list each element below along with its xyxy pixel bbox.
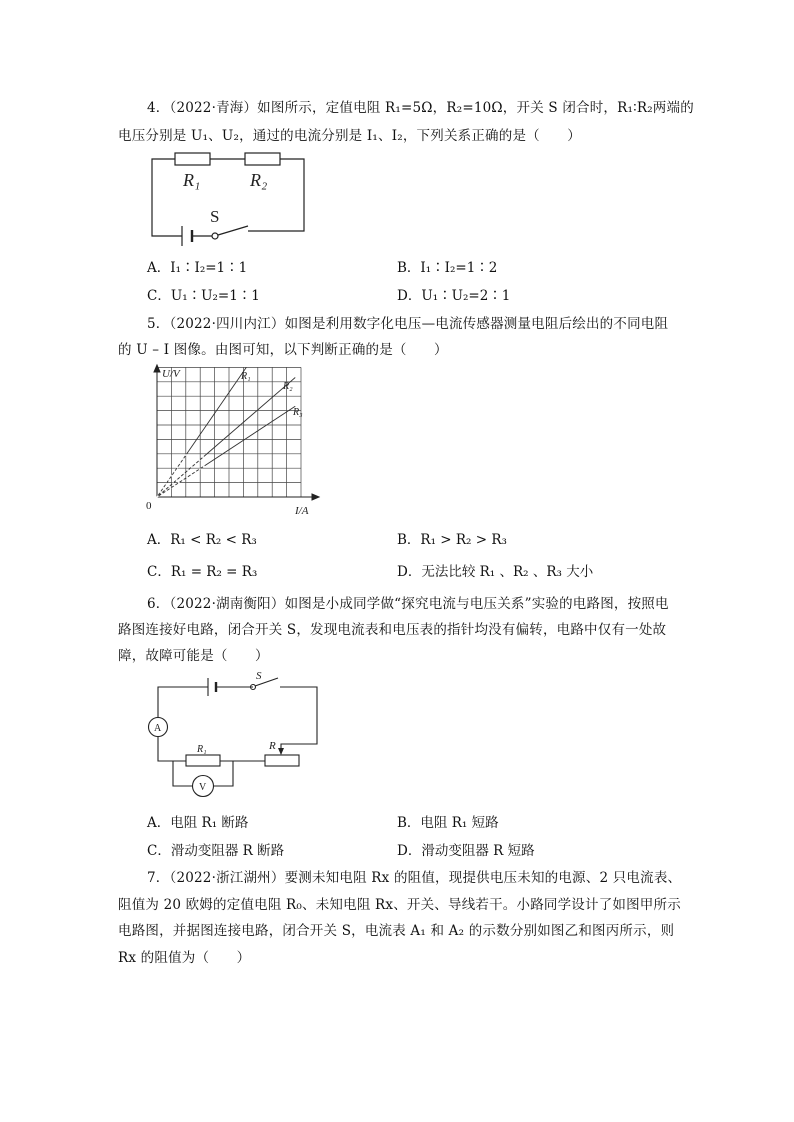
q7-stem-line-4: Rx 的阻值为（ ） (118, 950, 251, 966)
q5-x-axis-arrow (312, 494, 319, 500)
q5-origin-label: 0 (146, 500, 152, 512)
q5-option-c[interactable]: C．R₁ = R₂ = R₃ (147, 564, 258, 580)
q7-stem-line-3: 电路图，并据图连接电路，闭合开关 S，电流表 A₁ 和 A₂ 的示数分别如图乙和图丙所示，则 (118, 923, 675, 939)
q6-resistor-r1 (186, 755, 220, 766)
q5-stem-line-2: 的 U – I 图像。由图可知，以下判断正确的是（ ） (118, 342, 448, 358)
q5-series-lines (157, 367, 295, 497)
q4-resistor-r1 (175, 153, 210, 165)
q5-ui-graph (140, 362, 330, 520)
series-line-r1 (157, 367, 246, 497)
q6-stem-line-3: 障，故障可能是（ ） (118, 648, 269, 664)
q6-stem-line-2: 路图连接好电路，闭合开关 S，发现电流表和电压表的指针均没有偏转，电路中仅有一处故 (118, 622, 667, 638)
q5-grid (157, 367, 301, 497)
q6-option-d[interactable]: D．滑动变阻器 R 短路 (397, 843, 535, 859)
q6-rheostat-slider-arrow (278, 748, 284, 755)
q6-label-ammeter: A (154, 723, 162, 734)
q6-label-voltmeter: V (199, 782, 207, 793)
q6-circuit-diagram (145, 668, 335, 803)
q6-option-c[interactable]: C．滑动变阻器 R 断路 (147, 843, 285, 859)
q7-stem-line-2: 阻值为 20 欧姆的定值电阻 R₀、未知电阻 Rx、开关、导线若干。小路同学设计了如图甲所示 (118, 897, 681, 913)
q4-wire-loop (152, 159, 304, 236)
q5-line-label-r1: R₁ (241, 371, 251, 382)
q4-option-d[interactable]: D．U₁∶U₂=2∶1 (397, 288, 511, 304)
q5-y-axis-arrow (154, 365, 160, 372)
q5-line-label-r3: R₃ (293, 407, 303, 418)
q5-option-d[interactable]: D．无法比较 R₁ 、R₂ 、R₃ 大小 (397, 564, 594, 580)
q5-x-label: I/A (295, 505, 309, 517)
q7-stem-line-1: 7．（2022·浙江湖州）要测未知电阻 Rx 的阻值，现提供电压未知的电源、2 只电流表、 (147, 870, 682, 886)
q4-option-c[interactable]: C．U₁∶U₂=1∶1 (147, 288, 260, 304)
q6-option-a[interactable]: A．电阻 R₁ 断路 (147, 815, 249, 831)
q4-label-r2: R₂ (250, 170, 268, 190)
q6-wire-bottom (158, 737, 265, 786)
q4-resistor-r2 (245, 153, 280, 165)
q6-label-r1: R₁ (197, 744, 207, 755)
q5-stem-line-1: 5．（2022·四川内江）如图是利用数字化电压—电流传感器测量电阻后绘出的不同电阻 (147, 316, 669, 332)
q5-line-label-r2: R₂ (283, 381, 293, 392)
q5-y-label: U/V (162, 368, 180, 380)
q6-option-b[interactable]: B．电阻 R₁ 短路 (397, 815, 499, 831)
q6-stem-line-1: 6．（2022·湖南衡阳）如图是小成同学做“探究电流与电压关系”实验的电路图，按照电 (147, 596, 669, 612)
q4-label-r1: R₁ (183, 170, 201, 190)
q4-stem-line-1: 4．（2022·青海）如图所示，定值电阻 R₁=5Ω，R₂=10Ω，开关 S 闭合时，R₁∶R₂两端的 (147, 100, 694, 116)
q4-stem-line-2: 电压分别是 U₁、U₂，通过的电流分别是 I₁、I₂，下列关系正确的是（ ） (118, 128, 581, 144)
q4-switch-blade (218, 226, 248, 235)
series-line-r3 (157, 406, 295, 497)
q4-circuit-diagram (140, 148, 320, 248)
q4-option-a[interactable]: A．I₁∶I₂=1∶1 (147, 260, 248, 276)
q6-label-switch: S (256, 670, 262, 682)
series-line-r2 (157, 377, 295, 497)
q5-axes (154, 365, 319, 500)
q6-label-r: R (269, 740, 276, 752)
q4-option-b[interactable]: B．I₁∶I₂=1∶2 (397, 260, 498, 276)
q6-wire-top (158, 687, 317, 754)
q4-label-switch: S (210, 207, 220, 226)
q4-switch-pivot (212, 233, 218, 239)
q6-rheostat (265, 755, 299, 766)
q5-option-a[interactable]: A．R₁ < R₂ < R₃ (147, 532, 257, 548)
q5-option-b[interactable]: B．R₁ > R₂ > R₃ (397, 532, 507, 548)
